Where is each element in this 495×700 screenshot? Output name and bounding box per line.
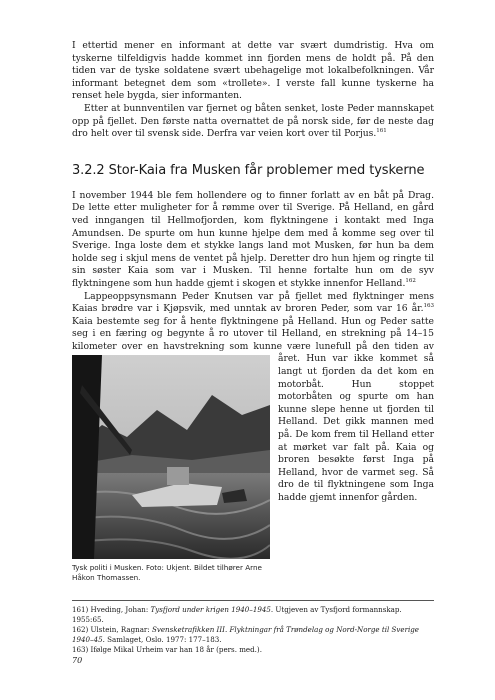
footnote-163: 163) Ifølge Mikal Urheim var han 18 år (pers. med.). (72, 645, 262, 654)
footnote-ref-162: 162 (405, 277, 416, 284)
footnote-ref-161: 161 (376, 128, 387, 135)
paragraph-1: I ettertid mener en informant at dette var svært dumdristig. Hva om tyskerne tilfeldigvis hadde kommet inn fjorden mens de holdt på. På den tiden var de tyske soldatene svært ubehagelige mot lokalbefolkningen. Vår informant betegnet dem som «trollete». I verste fall kunne tyskerne ha renset hele bygda, sier informanten. (72, 40, 434, 102)
page-number: 70 (72, 656, 83, 665)
paragraph-3: I november 1944 ble fem hollendere og to finner forlatt av en båt på Drag. De lette etter muligheter for å rømme over til Sverige. På Helland, en gård ved inngangen til Hellmofjorden, kom flyktningene i kontakt med Inga Amundsen. De spurte om hun kunne hjelpe dem med å komme seg over til Sverige. Inga loste dem et stykke langs land mot Musken, før hun ba dem holde seg i skjul mens de ventet på hjelp. Deretter dro hun hjem og ringte til sin søster Kaia som var i Musken. Til henne fortalte hun om de syv flyktningene som hun hadde gjemt i skogen et stykke innenfor Helland.$^{162}$ (72, 189, 434, 289)
section-heading: 3.2.2 Stor-Kaia fra Musken får problemer med tyskerne (72, 162, 425, 178)
photo-illustration (72, 355, 270, 559)
footnotes (72, 600, 434, 655)
paragraph-4: Lappeoppsynsmann Peder Knutsen var på fjellet med flyktninger mens Kaias brødre var i Kjøpsvik, med unntak av broren Peder, som var 16 år.$^{163}$ Kaia bestemte seg for å hente flyktningene på Helland. Hun og Peder satte seg i en færing og begynte å ro utover til Helland, en strekning på 14–15 kilometer over en havstrekning som kunne være lunefull på den tiden av året. Hun var ikke kommet så langt ut fjorden da det kom en motorbåt. Hun stoppet motorbåten og spurte om han kunne slepe henne ut fjorden til Helland. Det gikk mannen med på. De kom frem til Helland etter at mørket var falt på. Kaia og broren besøkte først Inga på Helland, hvor de varmet seg. Så dro de til flyktningene som Inga hadde gjemt innenfor gården. (72, 291, 434, 505)
footnote-ref-163: 163 (423, 303, 434, 310)
photo-german-police (72, 355, 270, 559)
footnote-161: 161) Hveding, Johan: Tysfjord under krigen 1940–1945. Utgjeven av Tysfjord formannskap. 1955:65. (72, 605, 402, 624)
paragraph-2: Etter at bunnventilen var fjernet og båten senket, loste Peder mannskapet opp på fjellet. Den første natta overnattet de på norsk side, før de neste dag dro helt over til svensk side. Derfra var veien kort over til Porjus.$^{161}$ (72, 102, 434, 140)
footnote-162: 162) Ulstein, Ragnar: Svensketrafikken III. Flyktningar frå Trøndelag og Nord-Norge til Sverige 1940–45. Samlaget, Oslo. 1977: 177–183. (72, 625, 419, 644)
photo-caption: Tysk politi i Musken. Foto: Ukjent. Bildet tilhører Arne Håkon Thomassen. (72, 563, 262, 582)
